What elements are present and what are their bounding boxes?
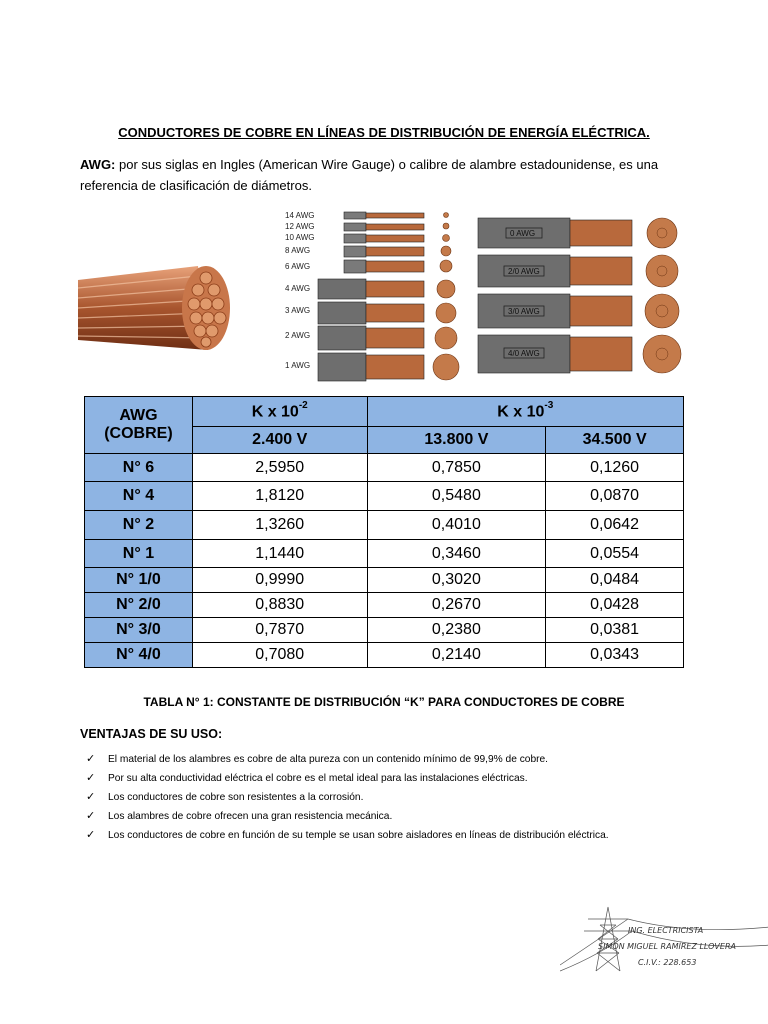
awg-cell: N° 1/0	[85, 568, 193, 593]
awg-label: 8 AWG	[285, 246, 311, 255]
list-item: ✓ Los conductores de cobre en función de su temple se usan sobre aisladores en líneas de distribución eléctrica.	[86, 826, 609, 845]
intro-text: por sus siglas en Ingles (American Wire Gauge) o calibre de alambre estadounidense, es una referencia de clasificación de diámetros.	[80, 157, 659, 193]
table-caption: TABLA N° 1: CONSTANTE DE DISTRIBUCIÓN “K” PARA CONDUCTORES DE COBRE	[143, 695, 625, 709]
table-row	[85, 618, 684, 643]
k-constant-table	[84, 396, 684, 668]
table-row	[85, 568, 684, 593]
awg-cell: N° 4	[85, 482, 193, 511]
awg-cell: N° 4/0	[85, 643, 193, 668]
awg-header	[85, 397, 193, 454]
table-row	[85, 643, 684, 668]
value-cell: 0,0554	[546, 540, 684, 568]
k1-header: K x $10^{-2}$	[192, 397, 367, 427]
k2-header: K x $10^{-3}$	[367, 397, 683, 427]
copper-wire-photo	[78, 258, 238, 358]
awg-cell: N° 2/0	[85, 593, 193, 618]
list-item: ✓ Por su alta conductividad eléctrica el cobre es el metal ideal para las instalaciones eléctricas.	[86, 769, 609, 788]
check-icon: ✓	[86, 772, 96, 784]
awg-label: 12 AWG	[285, 222, 315, 231]
awg-header-line1: AWG	[119, 407, 158, 424]
advantages-list	[86, 750, 609, 845]
value-cell: 2,5950	[192, 454, 367, 482]
list-item: ✓ El material de los alambres es cobre de alta pureza con un contenido mínimo de 99,9% de cobre.	[86, 750, 609, 769]
awg-label: 2/0 AWG	[508, 267, 540, 276]
awg-cell: N° 2	[85, 511, 193, 540]
value-cell: 0,2380	[367, 618, 546, 643]
value-cell: 0,0343	[546, 643, 684, 668]
table-row	[85, 511, 684, 540]
value-cell: 0,3020	[367, 568, 546, 593]
value-cell: 0,1260	[546, 454, 684, 482]
awg-cell: N° 3/0	[85, 618, 193, 643]
awg-header-line2: (COBRE)	[104, 425, 173, 442]
value-cell: 0,9990	[192, 568, 367, 593]
awg-label: 0 AWG	[510, 229, 536, 238]
value-cell: 0,7870	[192, 618, 367, 643]
awg-label: 6 AWG	[285, 262, 311, 271]
signature-line3: C.I.V.: 228.653	[638, 958, 697, 967]
awg-label: 4/0 AWG	[508, 349, 540, 358]
awg-gauge-chart-small	[280, 205, 470, 385]
value-cell: 0,2140	[367, 643, 546, 668]
awg-gauge-chart-large	[474, 210, 694, 380]
value-cell: 0,8830	[192, 593, 367, 618]
awg-cell: N° 6	[85, 454, 193, 482]
voltage-header: 13.800 V	[367, 427, 546, 454]
value-cell: 0,7080	[192, 643, 367, 668]
intro-label: AWG:	[80, 157, 116, 172]
check-icon: ✓	[86, 791, 96, 803]
value-cell: 0,0642	[546, 511, 684, 540]
document-title: CONDUCTORES DE COBRE EN LÍNEAS DE DISTRIBUCIÓN DE ENERGÍA ELÉCTRICA.	[118, 125, 650, 140]
awg-label: 4 AWG	[285, 284, 311, 293]
value-cell: 1,8120	[192, 482, 367, 511]
value-cell: 0,2670	[367, 593, 546, 618]
table-row	[85, 593, 684, 618]
awg-cell: N° 1	[85, 540, 193, 568]
table-row	[85, 482, 684, 511]
voltage-header: 34.500 V	[546, 427, 684, 454]
awg-label: 3/0 AWG	[508, 307, 540, 316]
advantages-title: VENTAJAS DE SU USO:	[80, 727, 223, 741]
list-item: ✓ Los alambres de cobre ofrecen una gran resistencia mecánica.	[86, 807, 609, 826]
signature-line2: SIMÓN MIGUEL RAMÍREZ LLOVERA	[598, 942, 736, 951]
intro-paragraph	[80, 154, 700, 196]
value-cell: 0,0428	[546, 593, 684, 618]
awg-label: 10 AWG	[285, 233, 315, 242]
value-cell: 0,0484	[546, 568, 684, 593]
voltage-header: 2.400 V	[192, 427, 367, 454]
awg-label: 1 AWG	[285, 361, 311, 370]
check-icon: ✓	[86, 829, 96, 841]
value-cell: 0,3460	[367, 540, 546, 568]
value-cell: 0,0381	[546, 618, 684, 643]
awg-label: 3 AWG	[285, 306, 311, 315]
list-item: ✓ Los conductores de cobre son resistentes a la corrosión.	[86, 788, 609, 807]
check-icon: ✓	[86, 753, 96, 765]
value-cell: 0,7850	[367, 454, 546, 482]
check-icon: ✓	[86, 810, 96, 822]
table-row	[85, 540, 684, 568]
value-cell: 0,4010	[367, 511, 546, 540]
value-cell: 0,0870	[546, 482, 684, 511]
value-cell: 0,5480	[367, 482, 546, 511]
awg-label: 14 AWG	[285, 211, 315, 220]
table-row	[85, 454, 684, 482]
signature-line1: ING. ELECTRICISTA	[628, 926, 704, 935]
awg-label: 2 AWG	[285, 331, 311, 340]
value-cell: 1,3260	[192, 511, 367, 540]
value-cell: 1,1440	[192, 540, 367, 568]
